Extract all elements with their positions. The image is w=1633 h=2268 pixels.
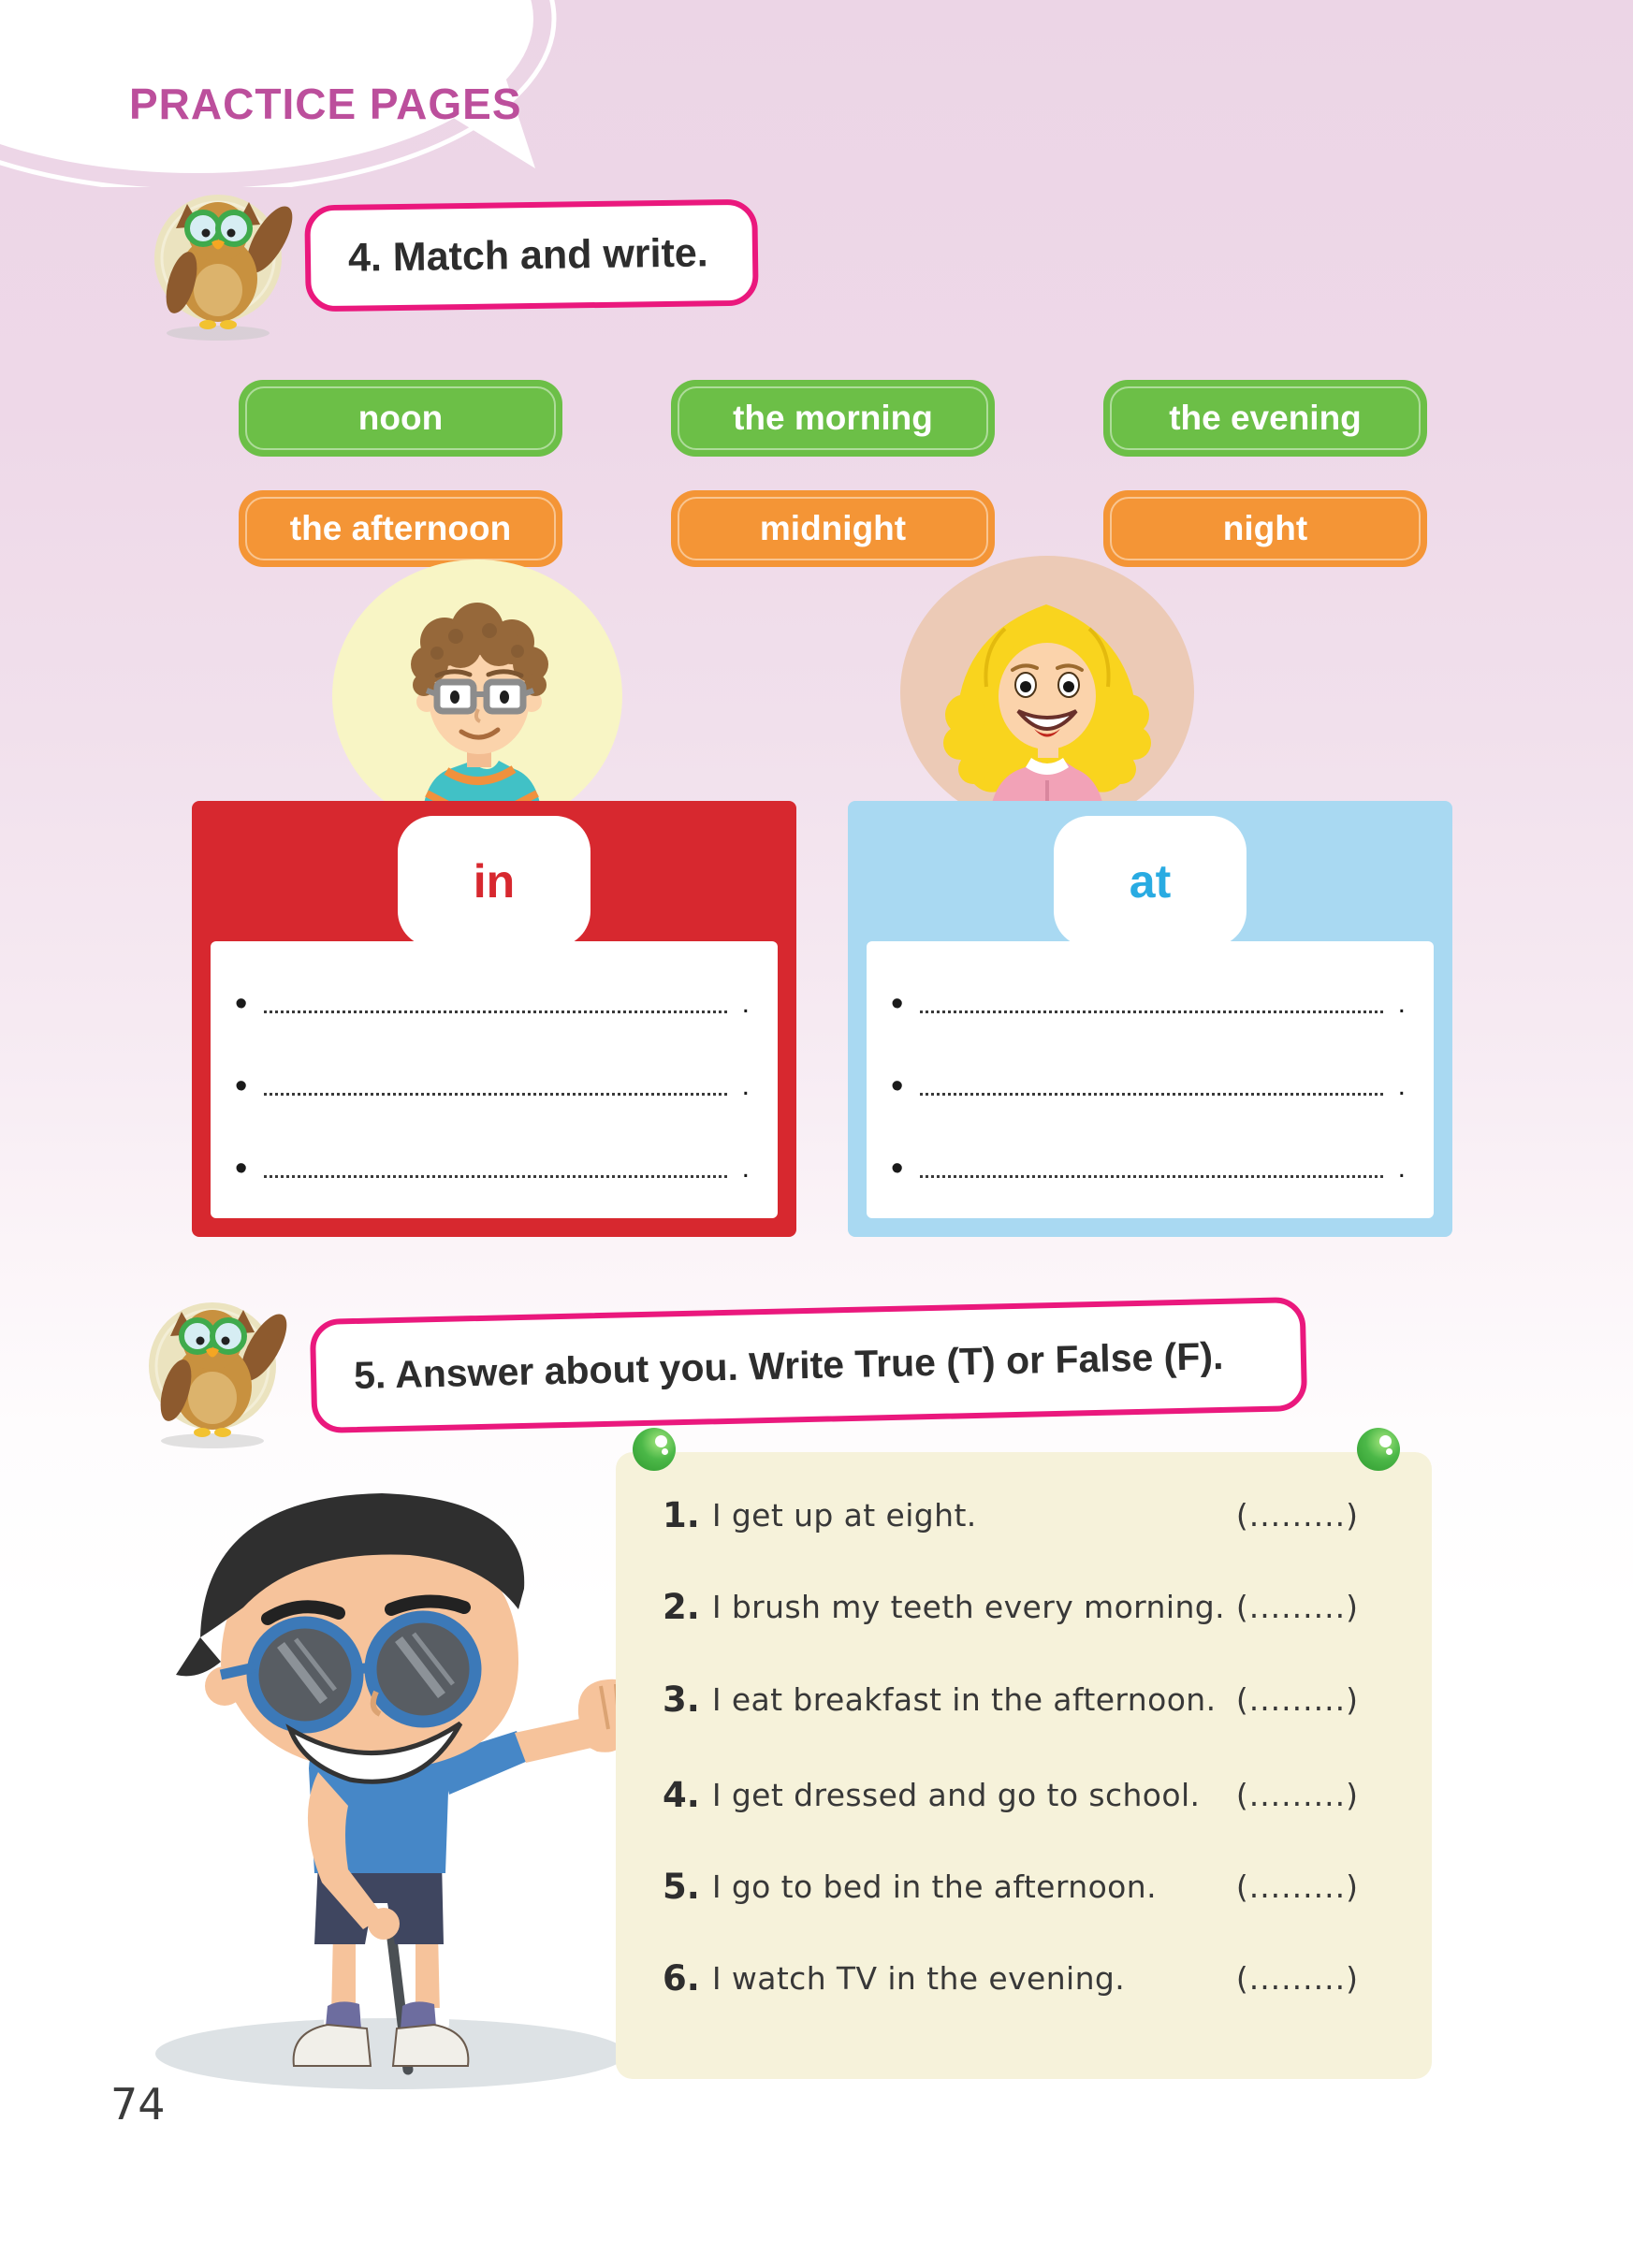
statement-row-1 xyxy=(663,1490,1359,1540)
in-writing-area xyxy=(211,941,778,1218)
writing-line-row xyxy=(891,979,1406,1022)
word-card-label: noon xyxy=(357,399,444,437)
boy-with-cane-illustration xyxy=(101,1450,644,2101)
answer-blank[interactable]: (.........) xyxy=(1235,1496,1359,1534)
writing-line-row xyxy=(891,1061,1406,1104)
line-period: . xyxy=(741,1153,750,1184)
exercise5-instruction-bubble xyxy=(310,1297,1307,1433)
line-period: . xyxy=(1397,1070,1406,1101)
in-label: in xyxy=(473,855,516,908)
line-period: . xyxy=(1397,988,1406,1019)
green-pin-icon xyxy=(1357,1428,1400,1471)
word-card-midnight[interactable] xyxy=(671,490,995,567)
bullet-icon: • xyxy=(235,1149,248,1188)
word-card-label: night xyxy=(1222,509,1308,547)
in-label-pill xyxy=(398,816,591,947)
writing-line-row xyxy=(235,1061,750,1104)
statement-number: 3. xyxy=(663,1679,700,1720)
writing-line[interactable] xyxy=(920,1175,1382,1178)
word-card-the-evening[interactable] xyxy=(1103,380,1427,457)
bullet-icon: • xyxy=(235,984,248,1024)
statement-text: I get up at eight. xyxy=(711,1496,977,1534)
exercise5-title: 5. Answer about you. Write True (T) or False (F). xyxy=(353,1333,1224,1397)
writing-line[interactable] xyxy=(264,1010,726,1013)
page-number: 74 xyxy=(110,2079,166,2130)
word-card-label: midnight xyxy=(759,509,907,547)
writing-line[interactable] xyxy=(264,1175,726,1178)
statement-row-5 xyxy=(663,1861,1359,1912)
owl-mascot-icon xyxy=(124,1291,311,1450)
statement-row-6 xyxy=(663,1953,1359,2003)
statement-row-4 xyxy=(663,1769,1359,1820)
bullet-icon: • xyxy=(891,1067,904,1106)
true-false-panel xyxy=(616,1452,1432,2079)
at-label: at xyxy=(1129,855,1172,908)
statement-text: I go to bed in the afternoon. xyxy=(711,1868,1157,1905)
line-period: . xyxy=(741,988,750,1019)
writing-line[interactable] xyxy=(264,1093,726,1096)
statement-number: 4. xyxy=(663,1774,700,1815)
exercise4-title: 4. Match and write. xyxy=(347,229,709,281)
word-card-the-morning[interactable] xyxy=(671,380,995,457)
bullet-icon: • xyxy=(891,1149,904,1188)
answer-blank[interactable]: (.........) xyxy=(1235,1959,1359,1997)
word-card-the-afternoon[interactable] xyxy=(239,490,562,567)
line-period: . xyxy=(741,1070,750,1101)
boy-with-glasses-illustration xyxy=(332,560,622,833)
word-card-label: the morning xyxy=(733,399,933,437)
practice-pages-title: PRACTICE PAGES xyxy=(129,80,522,128)
statement-text: I get dressed and go to school. xyxy=(711,1776,1201,1813)
statement-text: I watch TV in the evening. xyxy=(711,1959,1126,1997)
writing-line[interactable] xyxy=(920,1093,1382,1096)
bullet-icon: • xyxy=(235,1067,248,1106)
writing-line-row xyxy=(235,1143,750,1186)
owl-mascot-icon xyxy=(129,183,316,342)
writing-line-row xyxy=(891,1143,1406,1186)
girl-illustration xyxy=(900,556,1194,829)
answer-blank[interactable]: (.........) xyxy=(1235,1776,1359,1813)
word-card-label: the evening xyxy=(1169,399,1362,437)
statement-number: 2. xyxy=(663,1586,700,1627)
word-card-noon[interactable] xyxy=(239,380,562,457)
answer-blank[interactable]: (.........) xyxy=(1235,1680,1359,1718)
answer-blank[interactable]: (.........) xyxy=(1235,1868,1359,1905)
statement-number: 1. xyxy=(663,1494,700,1535)
at-writing-area xyxy=(867,941,1434,1218)
writing-line-row xyxy=(235,979,750,1022)
statement-row-2 xyxy=(663,1581,1359,1632)
word-card-night[interactable] xyxy=(1103,490,1427,567)
match-box-in xyxy=(192,801,796,1237)
answer-blank[interactable]: (.........) xyxy=(1235,1588,1359,1625)
match-box-at xyxy=(848,801,1452,1237)
green-pin-icon xyxy=(633,1428,676,1471)
at-label-pill xyxy=(1054,816,1247,947)
statement-number: 6. xyxy=(663,1957,700,1999)
statement-text: I eat breakfast in the afternoon. xyxy=(711,1680,1217,1718)
exercise4-instruction-bubble xyxy=(304,199,759,313)
writing-line[interactable] xyxy=(920,1010,1382,1013)
word-card-label: the afternoon xyxy=(289,509,512,547)
statement-row-3 xyxy=(663,1674,1359,1724)
statement-text: I brush my teeth every morning. xyxy=(711,1588,1225,1625)
bullet-icon: • xyxy=(891,984,904,1024)
line-period: . xyxy=(1397,1153,1406,1184)
statement-number: 5. xyxy=(663,1866,700,1907)
